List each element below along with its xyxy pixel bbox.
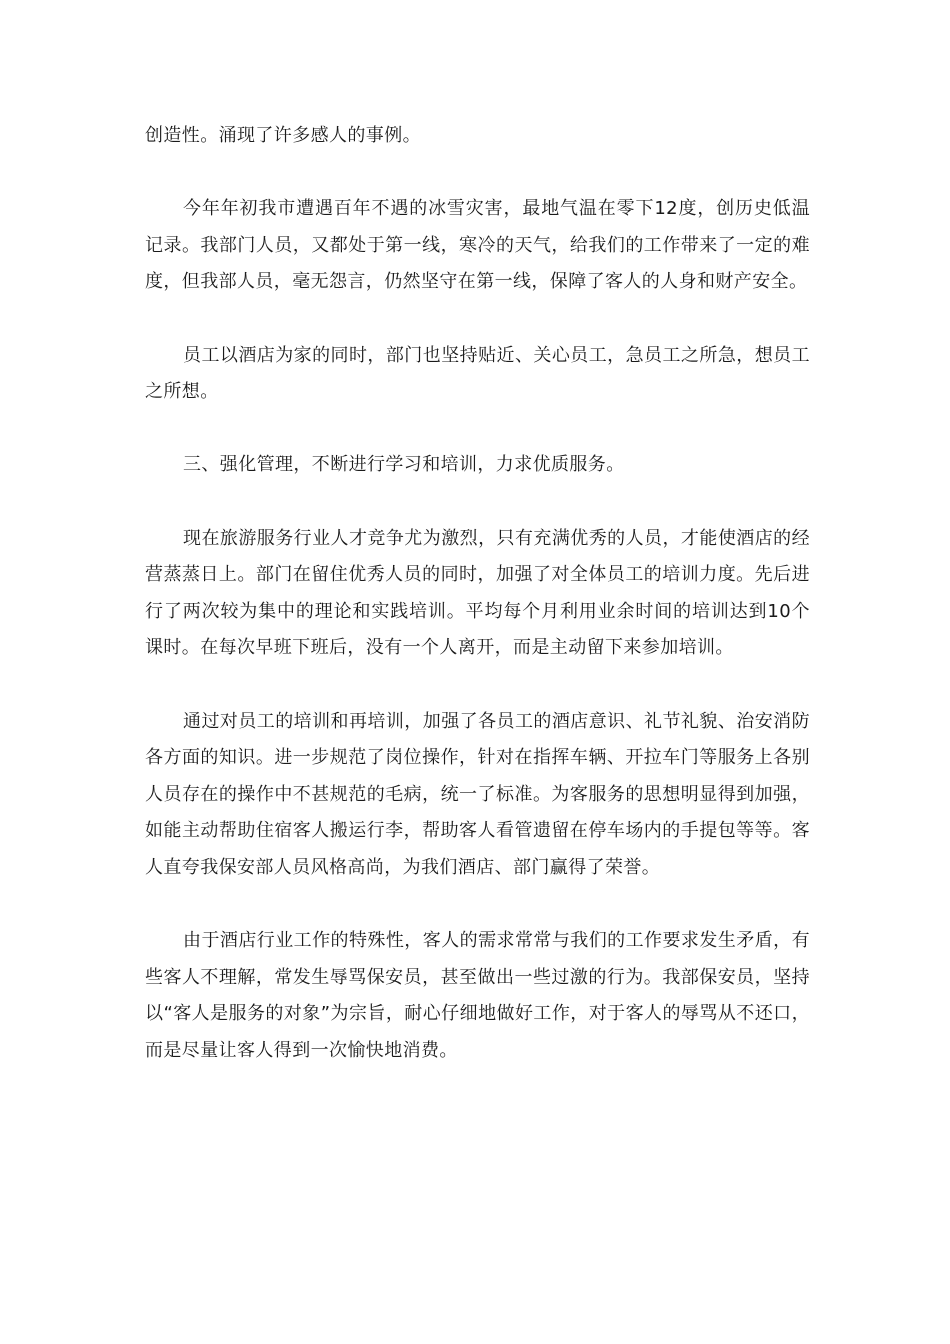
section-heading: 三、强化管理，不断进行学习和培训，力求优质服务。	[183, 454, 625, 476]
paragraph-6: 通过对员工的培训和再培训，加强了各员工的酒店意识、礼节礼貌、治安消防各方面的知识。进一步规范了岗位操作，针对在指挥车辆、开拉车门等服务上各别人员存在的操作中不甚规范的毛病，统一了标准。为客服务的思想明显得到加强，如能主动帮助住宿客人搬运行李，帮助客人看管遗留在停车场内的手提包等等。客人直夸我保安部人员风格高尚，为我们酒店、部门赢得了荣誉。	[145, 710, 810, 878]
paragraph-7: 由于酒店行业工作的特殊性，客人的需求常常与我们的工作要求发生矛盾，有些客人不理解，常发生辱骂保安员，甚至做出一些过激的行为。我部保安员，坚持以“客人是服务的对象”为宗旨，耐心仔细地做好工作，对于客人的辱骂从不还口，而是尽量让客人得到一次愉快地消费。	[145, 930, 810, 1061]
paragraph-3: 员工以酒店为家的同时，部门也坚持贴近、关心员工，急员工之所急，想员工之所想。	[145, 344, 810, 403]
paragraph-2: 今年年初我市遭遇百年不遇的冰雪灾害，最地气温在零下12度，创历史低温记录。我部门人员，又都处于第一线，寒冷的天气，给我们的工作带来了一定的难度，但我部人员，毫无怨言，仍然坚守在第一线，保障了客人的人身和财产安全。	[145, 198, 810, 293]
paragraph-5: 现在旅游服务行业人才竞争尤为激烈，只有充满优秀的人员，才能使酒店的经营蒸蒸日上。部门在留住优秀人员的同时，加强了对全体员工的培训力度。先后进行了两次较为集中的理论和实践培训。平均每个月利用业余时间的培训达到10个课时。在每次早班下班后，没有一个人离开，而是主动留下来参加培训。	[145, 527, 810, 659]
document-body	[145, 118, 810, 1069]
paragraph-1: 创造性。涌现了许多感人的事例。	[145, 125, 421, 146]
